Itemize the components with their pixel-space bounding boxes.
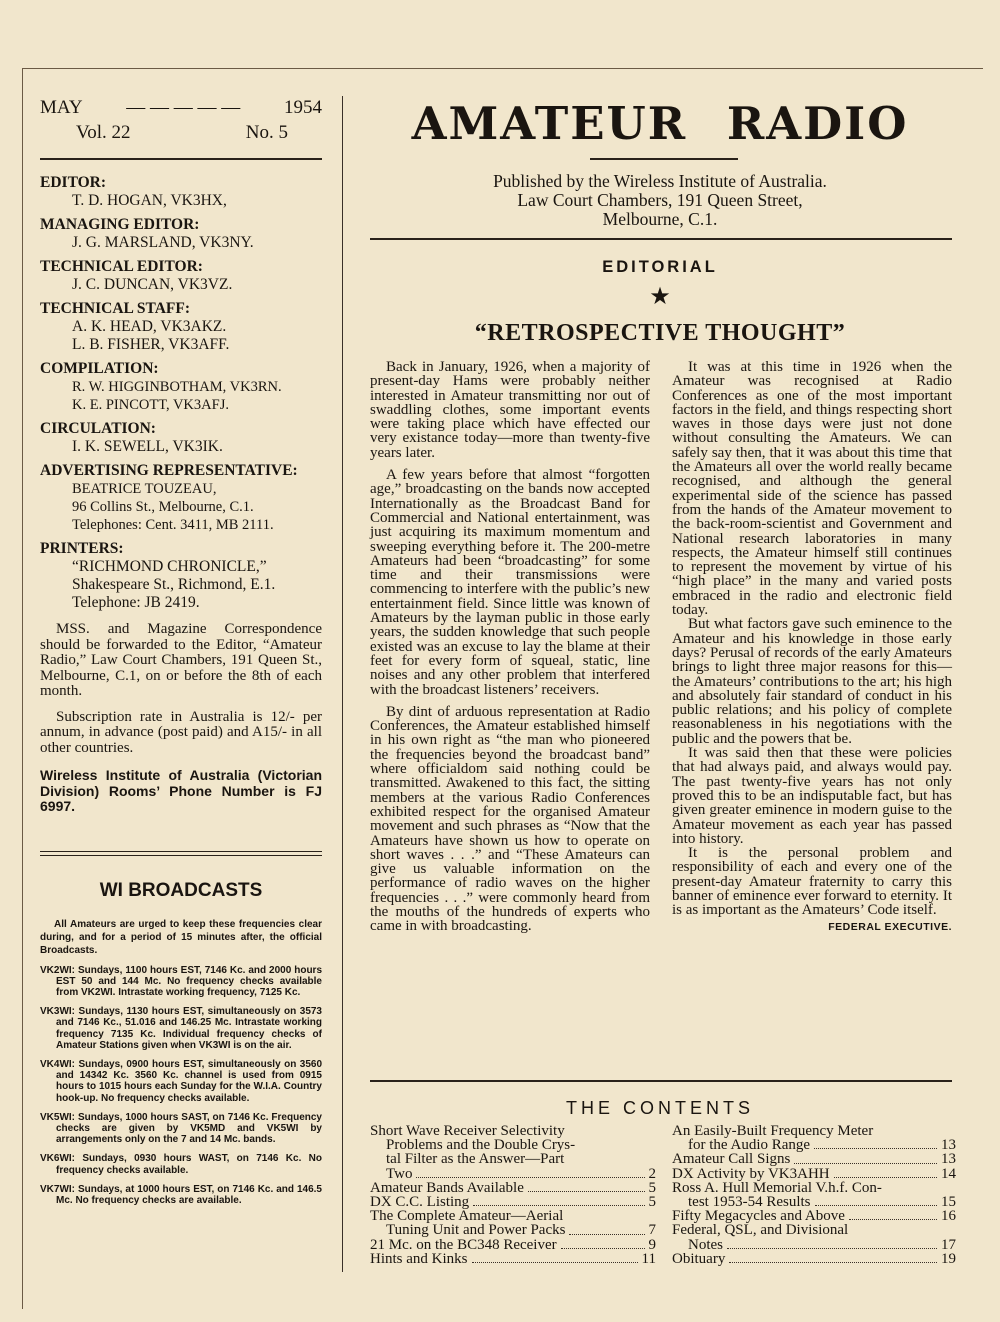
contents-line-text: Short Wave Receiver Selectivity <box>370 1123 565 1139</box>
broadcast-entry <box>40 1059 322 1104</box>
contents-entry <box>370 1238 656 1252</box>
contents-line-text: tal Filter as the Answer—Part <box>386 1151 565 1168</box>
contents-entry <box>672 1124 956 1152</box>
broadcast-entry <box>40 1184 322 1206</box>
contents-line <box>672 1209 956 1223</box>
contents-line <box>672 1238 956 1252</box>
contents-line-text: Obituary <box>672 1250 726 1267</box>
issue-volume-line <box>40 120 322 146</box>
contents-line <box>672 1195 956 1209</box>
broadcast-text-wrap <box>40 965 322 999</box>
publisher-line-3: Melbourne, C.1. <box>602 209 718 229</box>
contents-leader <box>814 1148 937 1149</box>
contents-line-text: Amateur Call Signs <box>672 1151 791 1168</box>
contents-line-text: Amateur Bands Available <box>370 1179 524 1196</box>
issue-volume: Vol. 22 <box>76 122 131 143</box>
contents-line <box>672 1167 956 1181</box>
contents-leader <box>849 1219 937 1220</box>
contents-page-number: 9 <box>648 1236 656 1253</box>
broadcast-details: Sundays, 1000 hours SAST, on 7146 Kc. Frequency checks are given by VK5MD and VK5WI by arrangements only on the 7 and 14 Mc. bands. <box>56 1111 322 1146</box>
contents-entry <box>672 1209 956 1223</box>
staff-name: L. B. FISHER, VK3AFF. <box>72 336 230 353</box>
contents-line <box>672 1181 956 1195</box>
contents-page-number: 2 <box>648 1165 656 1182</box>
contents-leader <box>528 1191 645 1192</box>
contents-line <box>672 1152 956 1166</box>
contents-line-text: DX Activity by VK3AHH <box>672 1165 830 1182</box>
subscription-note: Subscription rate in Australia is 12/- per annum, in advance (post paid) and A15/- in all other countries. <box>40 708 322 756</box>
editorial-paragraph: But what factors gave such eminence to the Amateur and his knowledge in those early days? Perusal of records of the early Amateurs brings to light three major reasons for this—the Amateurs’ contributions to the art; his high and absolutely fair standard of conduct in his public relations; and his policy of complete reasonableness in his negotiations with the public and the powers that be. <box>672 616 952 747</box>
magazine-title: AMATEUR RADIO <box>411 97 909 150</box>
broadcast-details: Sundays, at 1000 hours EST, on 7146 Kc. and 146.5 Mc. No frequency checks are available. <box>56 1183 322 1206</box>
issue-year: 1954 <box>284 97 322 118</box>
mss-note: MSS. and Magazine Correspondence should be forwarded to the Editor, “Amateur Radio,” Law Court Chambers, 191 Queen St., Melbourne, C.1, on or before the 8th of each month. <box>40 621 322 699</box>
broadcast-station: VK3WI: <box>40 1006 75 1018</box>
publisher-rule <box>370 238 952 240</box>
staff-name: 96 Collins St., Melbourne, C.1. <box>72 499 254 515</box>
broadcast-text-wrap <box>40 1112 322 1146</box>
staff-heading: TECHNICAL EDITOR: <box>40 258 203 275</box>
staff-name: “RICHMOND CHRONICLE,” <box>72 558 267 575</box>
broadcast-entry <box>40 1006 322 1051</box>
contents-page-number: 17 <box>941 1236 956 1253</box>
issue-date-line <box>40 96 322 120</box>
editorial-paragraph: Back in January, 1926, when a majority of present-day Hams were probably neither interested in Amateur transmitting nor out of swaddling clothes, some important events were taking place which have effected our very existance today—more than twenty-five years later. <box>370 359 650 461</box>
contents-line-text: Notes <box>688 1236 723 1253</box>
contents-page-number: 13 <box>941 1137 956 1154</box>
broadcast-details: Sundays, 0900 hours EST, simultaneously on 3560 and 14342 Kc. 3560 Kc. channel is used from 0915 hours to 1015 hours each Sunday for the W.I.A. Country hook-up. No frequency checks available. <box>56 1058 323 1104</box>
broadcast-station: VK4WI: <box>40 1058 75 1070</box>
contents-line-text: Ross A. Hull Memorial V.h.f. Con- <box>672 1179 882 1196</box>
contents-entry <box>370 1181 656 1195</box>
contents-leader <box>834 1177 937 1178</box>
staff-heading: EDITOR: <box>40 174 107 191</box>
contents-page-number: 14 <box>941 1165 956 1182</box>
left-column <box>40 96 322 1206</box>
article-title: “RETROSPECTIVE THOUGHT” <box>474 320 846 346</box>
contents-leader <box>727 1248 937 1249</box>
staff-name: J. C. DUNCAN, VK3VZ. <box>72 276 233 293</box>
contents-leader <box>472 1262 638 1263</box>
title-underline <box>590 158 738 160</box>
contents-page-number: 5 <box>648 1179 656 1196</box>
staff-name: Telephone: JB 2419. <box>72 594 200 611</box>
broadcast-entry <box>40 1112 322 1146</box>
contents-entry <box>672 1181 956 1209</box>
contents-line <box>672 1138 956 1152</box>
contents-left <box>370 1124 656 1266</box>
contents-line <box>370 1252 656 1266</box>
editorial-paragraph: A few years before that almost “forgotten age,” broadcasting on the bands now accepted Internationally as the Broadcast Band for Commercial and National entertainment, was just acquiring its maximum momentum and sweeping everything before it. The 200-metre Amateurs had been “broadcasting” for some time and their transmissions were commencing to interfere with the public’s new entertainment field. Since little was known of Amateurs by the layman public in those early years, the sudden knowledge that such people existed was an excuse to lay the blame at their feet for every form of squeal, static, line noises and any other problem that interfered with the broadcast listeners’ receivers. <box>370 467 650 698</box>
contents-line <box>370 1138 656 1152</box>
contents-line <box>370 1195 656 1209</box>
broadcast-text-wrap <box>40 1006 322 1051</box>
broadcast-text-wrap <box>40 1184 322 1206</box>
staff-list <box>40 174 322 612</box>
contents-line <box>370 1223 656 1237</box>
broadcast-details: Sundays, 1100 hours EST, 7146 Kc. and 2000 hours EST 50 and 144 Mc. No frequency checks available from VK2WI. Intrastate working frequency, 7125 Kc. <box>56 964 323 998</box>
contents-leader <box>561 1248 645 1249</box>
contents-line <box>370 1124 656 1138</box>
contents-line-text: Two <box>386 1165 413 1182</box>
contents-line-text: Fifty Megacycles and Above <box>672 1208 845 1225</box>
contents-line <box>370 1152 656 1166</box>
contents-line-text: Federal, QSL, and Divisional <box>672 1222 849 1239</box>
contents-entry <box>370 1124 656 1181</box>
broadcast-text-wrap <box>40 1059 322 1104</box>
contents-line-text: An Easily-Built Frequency Meter <box>672 1123 874 1139</box>
contents-entry <box>370 1195 656 1209</box>
staff-name: A. K. HEAD, VK3AKZ. <box>72 318 227 335</box>
contents-entry <box>370 1209 656 1237</box>
contents-entry <box>672 1252 956 1266</box>
issue-month: MAY <box>40 97 83 118</box>
editorial-column-2 <box>672 360 952 934</box>
contents-line-text: The Complete Amateur—Aerial <box>370 1208 564 1225</box>
contents-page-number: 15 <box>941 1194 956 1211</box>
contents-title: THE CONTENTS <box>565 1098 754 1118</box>
contents-leader <box>815 1205 938 1206</box>
staff-heading: ADVERTISING REPRESENTATIVE: <box>40 462 298 479</box>
staff-name: Telephones: Cent. 3411, MB 2111. <box>72 517 274 533</box>
editorial-paragraph: It was said then that these were policies that had always paid, and always would pay. The past twenty-five years has not only proved this to be an indisputable fact, but has given greater eminence in modern guise to the Amateur movement as each year has passed into history. <box>672 745 952 847</box>
editorial-paragraph: It is the personal problem and responsibility of each and every one of the present-day Amateur fraternity to carry this banner of eminence ever forward to eternity. It is as important as the Amateurs’ Code itself. <box>672 845 952 919</box>
contents-page-number: 7 <box>648 1222 656 1239</box>
contents-leader <box>473 1205 644 1206</box>
broadcast-station: VK5WI: <box>40 1111 75 1123</box>
broadcast-station: VK7WI: <box>40 1183 75 1195</box>
contents-entry <box>672 1167 956 1181</box>
editorial-paragraph: By dint of arduous representation at Radio Conferences, the Amateur established himself in his own right as “the man who pioneered the frequencies beyond the broadcast band” where officialdom said nothing could be transmitted. Awakened to this fact, the sitting members at the various Radio Conferences exhibited respect for the organised Amateur movement and such phrases as “Now that the Amateurs have shown us how to operate on short waves . . .” and “These Amateurs can give us valuable information on the performance of radio waves on the higher frequencies . . .” were commonly heard from the mouths of the hundreds of experts who came in with broadcasting. <box>370 703 650 935</box>
editorial-signoff: FEDERAL EXECUTIVE. <box>828 920 952 933</box>
contents-entry <box>672 1152 956 1166</box>
contents-line-text: 21 Mc. on the BC348 Receiver <box>370 1236 557 1253</box>
star-icon: ★ <box>649 284 671 310</box>
contents-line-text: test 1953-54 Results <box>688 1194 811 1211</box>
staff-name: T. D. HOGAN, VK3HX, <box>72 192 227 209</box>
contents-page-number: 19 <box>941 1250 956 1267</box>
contents-line <box>370 1238 656 1252</box>
contents-line-text: for the Audio Range <box>688 1137 811 1154</box>
phone-note: Wireless Institute of Australia (Victorian Division) Rooms’ Phone Number is FJ 6997. <box>40 767 322 814</box>
publisher-line-1: Published by the Wireless Institute of Australia. <box>493 171 827 191</box>
contents-leader <box>569 1234 644 1235</box>
editorial-label: EDITORIAL <box>602 258 718 276</box>
contents-right <box>672 1124 956 1266</box>
staff-heading: CIRCULATION: <box>40 420 156 437</box>
broadcasts-intro: All Amateurs are urged to keep these frequencies clear during, and for a period of 15 minutes after, the official Broadcasts. <box>40 918 322 956</box>
broadcasts-title: WI BROADCASTS <box>99 879 263 901</box>
staff-heading: COMPILATION: <box>40 360 159 377</box>
staff-name: I. K. SEWELL, VK3IK. <box>72 438 223 455</box>
broadcast-station: VK6WI: <box>40 1153 75 1165</box>
contents-line-text: Hints and Kinks <box>370 1250 468 1267</box>
contents-leader <box>416 1177 644 1178</box>
broadcasts-divider <box>40 851 322 856</box>
contents-page-number: 5 <box>648 1194 656 1211</box>
staff-name: BEATRICE TOUZEAU, <box>72 481 217 497</box>
contents-line <box>370 1209 656 1223</box>
contents-line <box>370 1167 656 1181</box>
contents-line <box>370 1181 656 1195</box>
publisher-line-2: Law Court Chambers, 191 Queen Street, <box>517 190 803 210</box>
broadcast-station: VK2WI: <box>40 964 75 976</box>
issue-number: No. 5 <box>245 122 288 143</box>
broadcast-text-wrap <box>40 1153 322 1175</box>
contents-page-number: 13 <box>941 1151 956 1168</box>
editorial-paragraph: It was at this time in 1926 when the Amateur was recognised at Radio Conferences as one of the most important factors in the field, and things respecting short waves in those days were just not done without consulting the Amateurs. We can safely say then, that it was about this time that the Amateurs all over the world really became recognised, and although the general experimental side of the science has passed from the hands of the Amateur movement to the back-room-scientist and Government and National research laboratories in many respects, the Amateur himself still continues to represent the movement by virtue of his “high place” in the many and varied posts embraced in the radio and electronic field today. <box>672 359 952 619</box>
staff-heading: MANAGING EDITOR: <box>40 216 200 233</box>
contents-line-text: Problems and the Double Crys- <box>386 1137 576 1154</box>
editorial-column-1 <box>370 360 650 942</box>
issue-dashes: — — — — — <box>126 97 241 118</box>
contents-line-text: DX C.C. Listing <box>370 1194 470 1211</box>
staff-name: Shakespeare St., Richmond, E.1. <box>72 576 276 593</box>
staff-heading: TECHNICAL STAFF: <box>40 300 190 317</box>
contents-line <box>672 1124 956 1138</box>
broadcast-details: Sundays, 0930 hours WAST, on 7146 Kc. No frequency checks available. <box>56 1153 322 1176</box>
staff-name: K. E. PINCOTT, VK3AFJ. <box>72 397 229 413</box>
left-rule <box>40 158 322 160</box>
broadcast-entry <box>40 965 322 999</box>
contents-leader <box>794 1163 937 1164</box>
staff-name: R. W. HIGGINBOTHAM, VK3RN. <box>72 379 282 395</box>
contents-leader <box>729 1262 937 1263</box>
column-divider <box>342 96 343 1272</box>
staff-heading: PRINTERS: <box>40 540 124 557</box>
contents-line <box>672 1252 956 1266</box>
broadcast-details: Sundays, 1130 hours EST, simultaneously on 3573 and 7146 Kc., 51.016 and 146.25 Mc. Intrastate working frequency 7135 Kc. Individual frequency checks of Amateur Stations given when VK3WI is on the air. <box>56 1006 322 1051</box>
broadcast-entry <box>40 1153 322 1175</box>
broadcasts-list <box>40 965 322 1207</box>
contents-entry <box>370 1252 656 1266</box>
contents-line <box>672 1223 956 1237</box>
contents-rule <box>370 1080 952 1082</box>
contents-line-text: Tuning Unit and Power Packs <box>386 1222 566 1239</box>
contents-page-number: 11 <box>641 1250 656 1267</box>
contents-entry <box>672 1223 956 1251</box>
staff-name: J. G. MARSLAND, VK3NY. <box>72 234 254 251</box>
publisher-block <box>368 172 952 229</box>
contents-page-number: 16 <box>941 1208 956 1225</box>
